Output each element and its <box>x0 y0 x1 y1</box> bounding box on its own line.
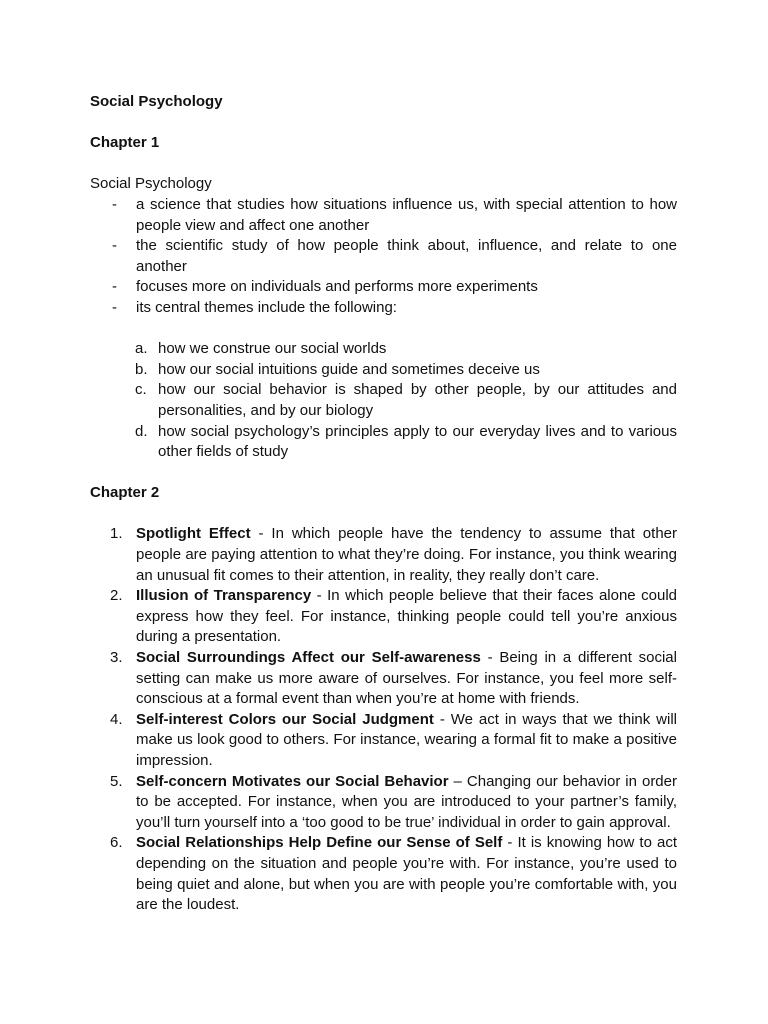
list-item: c. how our social behavior is shaped by other people, by our attitudes and personalities, and by our biology <box>135 381 677 419</box>
list-item: 5. Self-concern Motivates our Social Behavior – Changing our behavior in order to be accepted. For instance, when you are introduced to your partner’s family, you’ll turn yourself into a ‘too good to be true’ individual in order to gain approval. <box>110 772 677 831</box>
list-item: 4. Self-interest Colors our Social Judgment - We act in ways that we think will make us look good to others. For instance, wearing a formal fit to make a positive impression. <box>110 710 677 769</box>
chapter-2-heading: Chapter 2 <box>90 484 160 502</box>
chapter-1-subheading: Social Psychology <box>90 175 212 193</box>
document-title: Social Psychology <box>90 93 223 110</box>
concepts-list <box>90 524 677 915</box>
themes-list <box>90 339 677 463</box>
list-item: - its central themes include the following: <box>112 298 397 316</box>
list-item: d. how social psychology’s principles apply to our everyday lives and to various other fields of study <box>135 422 677 461</box>
definition-list <box>90 195 677 319</box>
chapter-1-heading: Chapter 1 <box>90 134 160 152</box>
list-item: - focuses more on individuals and performs more experiments <box>112 278 538 296</box>
list-item: 6. Social Relationships Help Define our Sense of Self - It is knowing how to act depending on the situation and people you’re with. For instance, you’re used to being quiet and alone, but when you are with people you’re comfortable with, you are the loudest. <box>110 834 677 914</box>
document-body <box>90 92 677 916</box>
list-item: - the scientific study of how people think about, influence, and relate to one another <box>112 237 677 275</box>
list-item: 3. Social Surroundings Affect our Self-awareness - Being in a different social setting can make us more aware of ourselves. For instance, you feel more self-conscious at a formal event than when you’re at home with friends. <box>110 649 677 708</box>
list-item: 1. Spotlight Effect - In which people have the tendency to assume that other people are paying attention to what they’re doing. For instance, you think wearing an unusual fit comes to their attention, in reality, they really don’t care. <box>110 525 677 584</box>
list-item: 2. Illusion of Transparency - In which people believe that their faces alone could express how they feel. For instance, thinking people could tell you’re anxious during a presentation. <box>110 587 677 646</box>
list-item: a. how we construe our social worlds <box>135 340 387 358</box>
list-item: b. how our social intuitions guide and sometimes deceive us <box>135 360 540 378</box>
list-item: - a science that studies how situations influence us, with special attention to how people view and affect one another <box>112 195 677 234</box>
